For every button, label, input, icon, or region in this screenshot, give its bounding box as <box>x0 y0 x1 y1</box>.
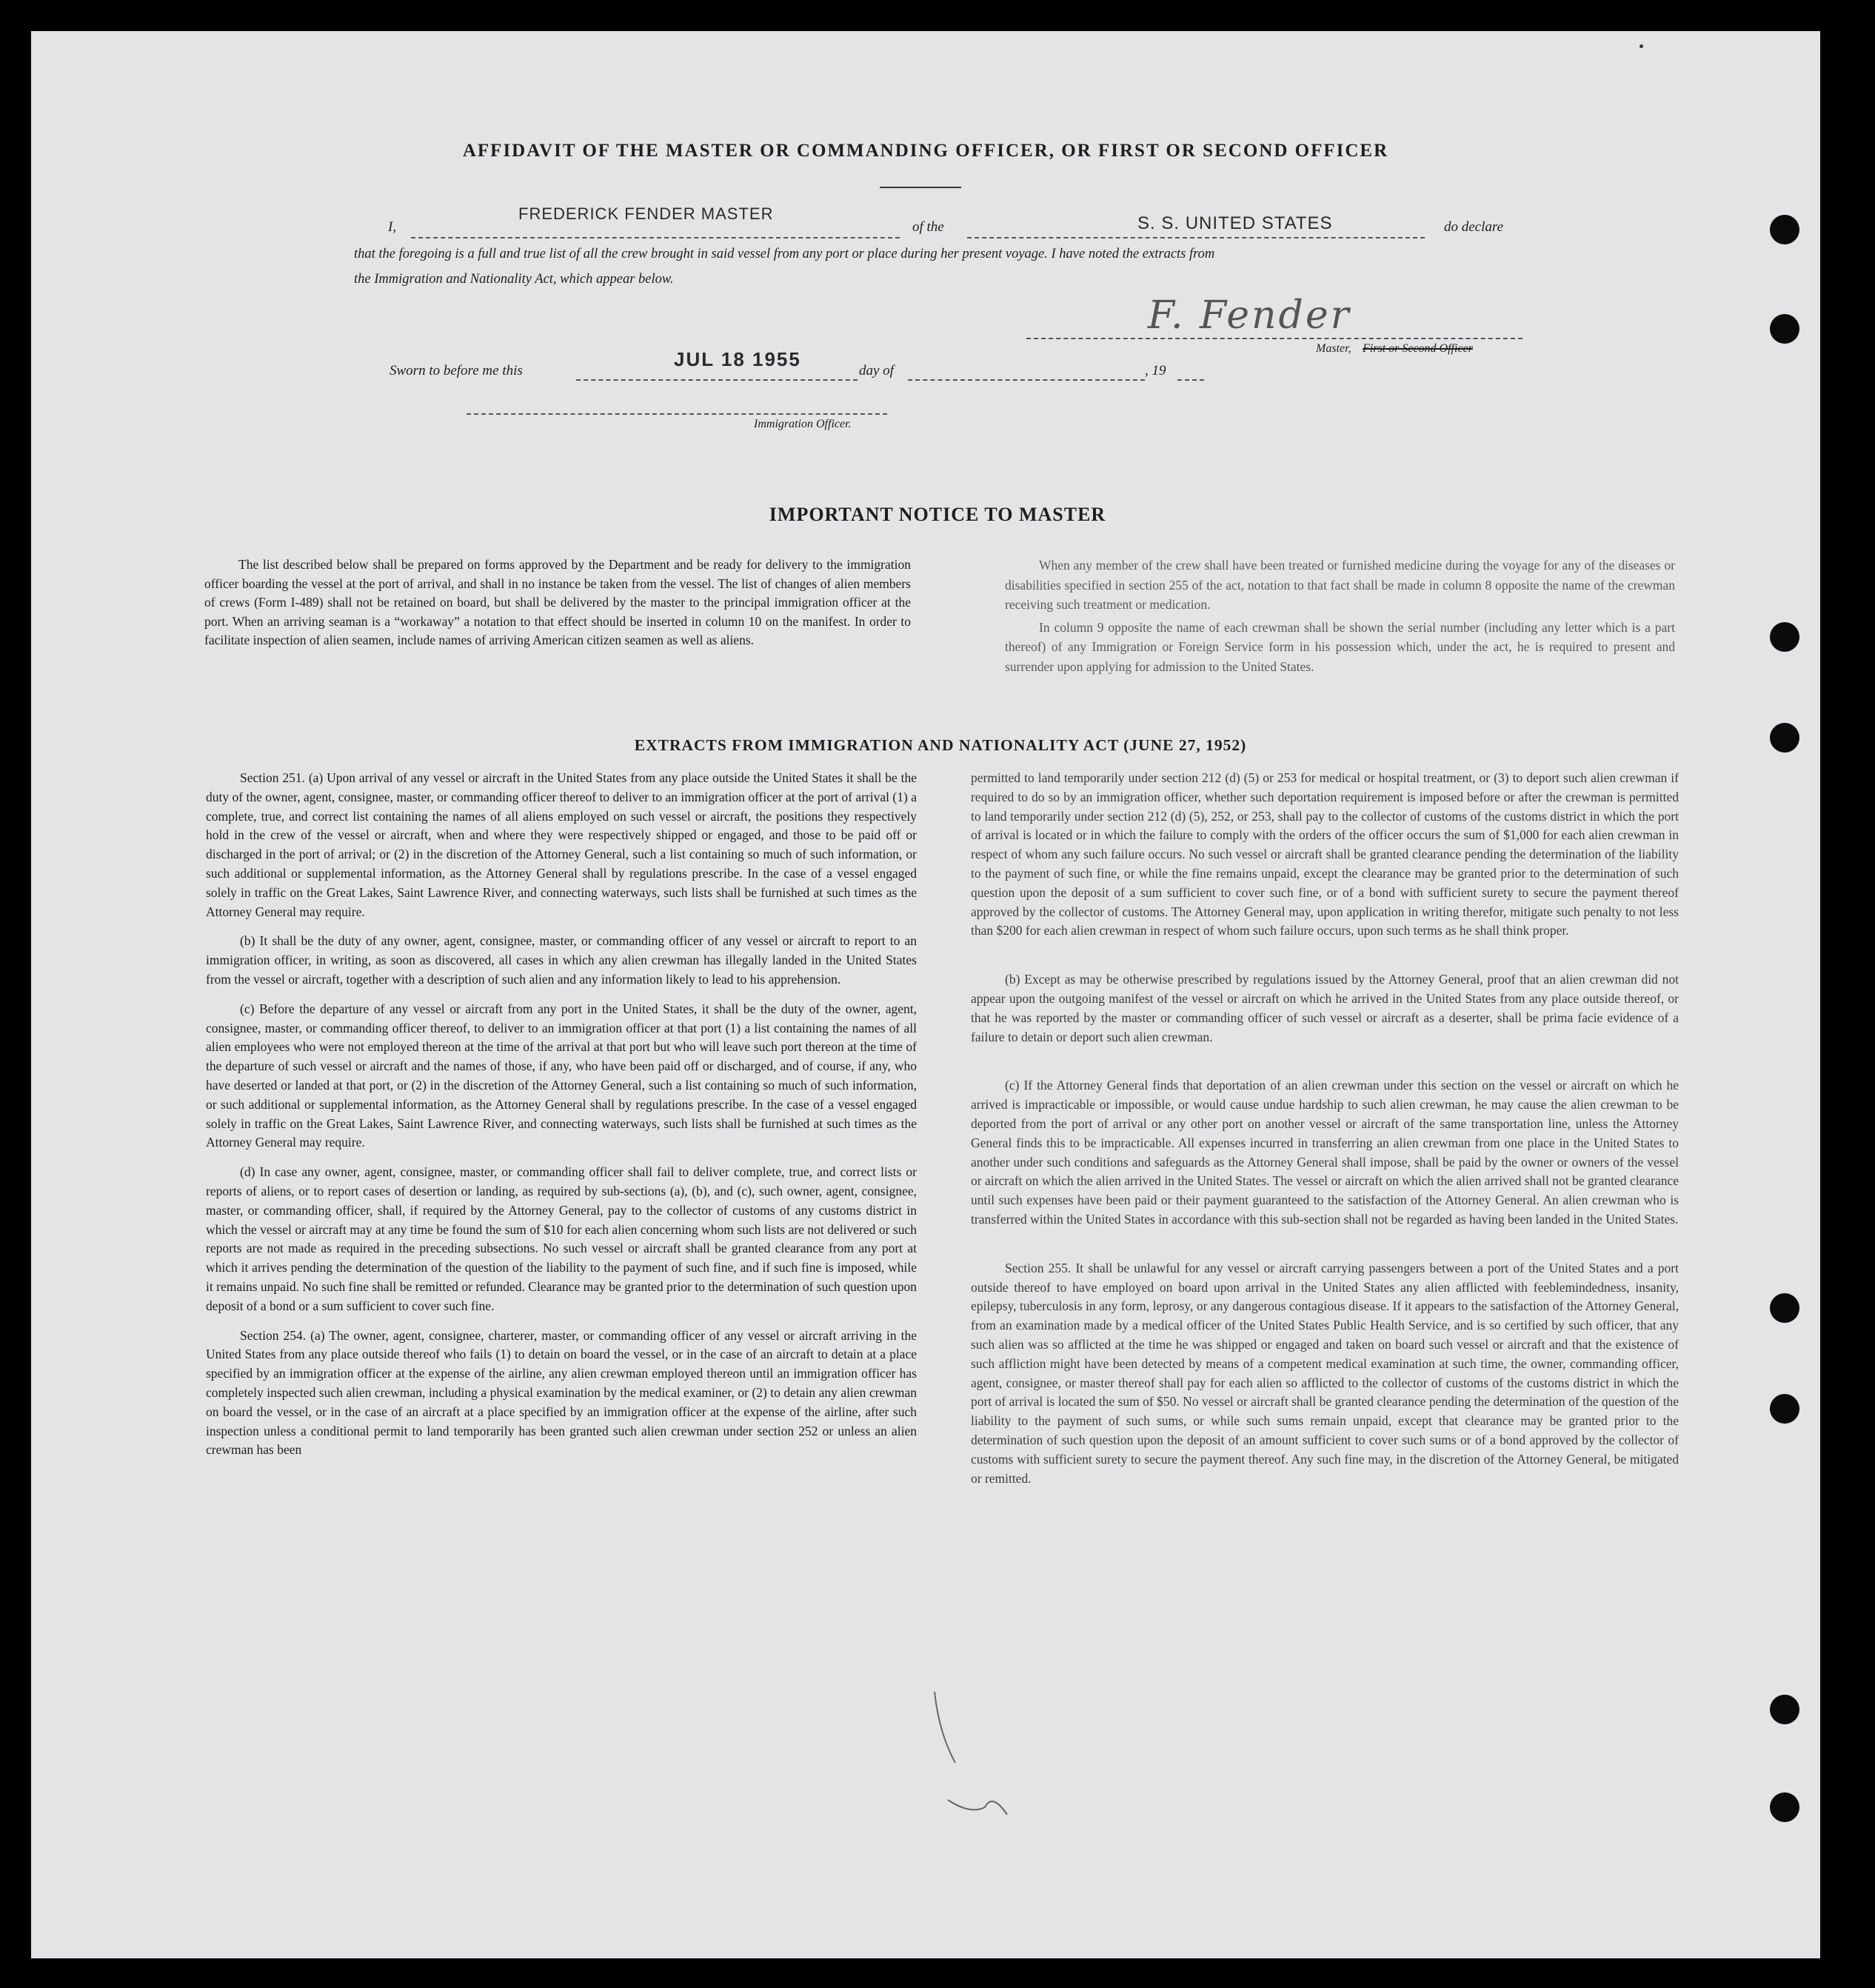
binder-hole <box>1770 723 1799 753</box>
binder-hole <box>1770 215 1799 244</box>
master-name: FREDERICK FENDER MASTER <box>518 204 774 223</box>
extracts-right-column <box>971 769 1679 1488</box>
binder-hole <box>1770 1394 1799 1424</box>
immigration-officer-label: Immigration Officer. <box>754 418 852 430</box>
notice-right-text-2: In column 9 opposite the name of each crewman shall be shown the serial number (including any letter which is a part thereof) of any Immigration or Foreign Service form in his possession which, under the act, he is required to present and surrender upon applying for admission to the United States. <box>1005 619 1675 674</box>
notice-right-text-1: When any member of the crew shall have been treated or furnished medicine during the voyage for any of the diseases or disabilities specified in section 255 of the act, notation to that fact shall be made in column 8 opposite the name of the crewman receiving such treatment or medication. <box>1005 558 1675 612</box>
month-line <box>908 379 1145 381</box>
year-line <box>1177 379 1204 381</box>
date-stamp: JUL 18 1955 <box>674 348 801 370</box>
sworn-label: Sworn to before me this <box>390 363 523 378</box>
section-255: Section 255. It shall be unlawful for any vessel or aircraft carrying passengers between a port of the United States and a port outside thereof to have employed on board upon arrival in the United States any alien afflicted with feeblemindedness, insanity, epilepsy, tuberculosis in any form, leprosy, or any dangerous contagious disease. If it appears to the satisfaction of the Attorney General, from an examination made by a medical officer of the United States Public Health Service, and is so certified by such officer, that any such alien was so afflicted at the time he was shipped or engaged and taken on board such vessel or aircraft and that the existence of such affliction might have been detected by means of a competent medical examination at such time, the owner, commanding officer, agent, consignee, or master thereof shall pay for each alien so afflicted to the collector of customs of the customs district in which the port of arrival is located the sum of $50. No vessel or aircraft shall be granted clearance pending the determination of the question of the liability to the payment of such sums, or while such sums remain unpaid, except that clearance may be granted prior to the determination of such question upon the deposit of an amount sufficient to cover such sums or of a bond approved by the collector of customs with sufficient surety to secure the payment thereof. Any such fine may, in the discretion of the Attorney General, be mitigated or remitted. <box>971 1260 1679 1486</box>
section-254-b: (b) Except as may be otherwise prescribed by regulations issued by the Attorney General, proof that an alien crewman did not appear upon the outgoing manifest of the vessel or aircraft on which he arrived in the United States from any place outside thereof, or that he was reported by the master or commanding officer of such vessel or aircraft as a deserter, shall be prima facie evidence of a failure to detain or deport such alien crewman. <box>971 972 1679 1044</box>
affidavit-title: AFFIDAVIT OF THE MASTER OR COMMANDING OFFICER, OR FIRST OR SECOND OFFICER <box>462 141 1389 161</box>
vessel-line <box>967 237 1425 239</box>
scan-speck <box>1640 44 1643 48</box>
notice-right-column <box>1005 556 1675 676</box>
notice-title: IMPORTANT NOTICE TO MASTER <box>769 504 1106 525</box>
signature-line <box>1026 338 1523 339</box>
section-254-a: Section 254. (a) The owner, agent, consignee, charterer, master, or commanding officer of any vessel or aircraft arriving in the United States from any place outside thereof who fails (1) to detain on board the vessel, or in the case of an aircraft to detain at a place specified by an immigration officer at the expense of the airline, any alien crewman employed thereon until an immigration officer has completely inspected such alien crewman, including a physical examination by the medical examiner, or (2) to detain any alien crewman on board the vessel, or in the case of an aircraft at a place specified by an immigration officer at the expense of the airline, after such inspection unless a conditional permit to land temporarily has been granted such alien crewman under section 252 or unless an alien crewman has been <box>206 1327 917 1458</box>
binder-hole <box>1770 622 1799 652</box>
binder-hole <box>1770 314 1799 344</box>
binder-hole <box>1770 1293 1799 1323</box>
declaration-line-2: the Immigration and Nationality Act, which appear below. <box>354 272 674 287</box>
do-declare-label: do declare <box>1444 219 1504 235</box>
master-label: Master, <box>1316 342 1351 355</box>
notice-left-column <box>204 556 911 650</box>
title-rule <box>880 187 961 188</box>
of-the-label: of the <box>912 219 944 235</box>
notice-left-text: The list described below shall be prepared on forms approved by the Department and be ready for delivery to the immigration officer boarding the vessel at the port of arrival, and shall in no instance be taken from the vessel. The list of changes of alien members of crews (Form I-489) shall not be retained on board, but shall be delivered by the master to the principal immigration officer at the port. When an arriving seaman is a “workaway” a notation to that effect should be inserted in column 10 on the manifest. In order to facilitate inspection of alien seamen, include names of arriving American citizen seamen as well as aliens. <box>204 557 911 647</box>
section-251-b: (b) It shall be the duty of any owner, agent, consignee, master, or commanding officer of any vessel or aircraft to report to an immigration officer, in writing, as soon as discovered, all cases in which any alien crewman has illegally landed in the United States from the vessel or aircraft, together with a description of such alien and any information likely to lead to his apprehension. <box>206 933 917 987</box>
vessel-name: S. S. UNITED STATES <box>1137 213 1333 233</box>
binder-hole <box>1770 1695 1799 1724</box>
struck-officer-label: First or Second Officer <box>1363 342 1473 355</box>
section-251-d: (d) In case any owner, agent, consignee, master, or commanding officer shall fail to deliver complete, true, and correct lists or reports of aliens, or to report cases of desertion or landing, as required by sub-sections (a), (b), and (c), such owner, agent, consignee, master, or commanding officer, shall, if required by the Attorney General, pay to the collector of customs of any customs district in which the vessel or aircraft may at any time be found the sum of $10 for each alien concerning whom such lists are not delivered or such reports are not made as required in the preceding subsections. No such vessel or aircraft shall be granted clearance from any port at which it arrives pending the determination of the question of the liability to the payment of such fine, and if such fine is imposed, while it remains unpaid. No such fine shall be remitted or refunded. Clearance may be granted prior to the determination of such question upon deposit of a bond or a sum sufficient to cover such fine. <box>206 1164 917 1313</box>
i-label: I, <box>388 219 397 235</box>
extracts-title: EXTRACTS FROM IMMIGRATION AND NATIONALITY ACT (JUNE 27, 1952) <box>634 736 1247 754</box>
name-line <box>411 237 900 239</box>
section-251-c: (c) Before the departure of any vessel or aircraft from any port in the United States, it shall be the duty of the owner, agent, consignee, master, or commanding officer thereof, to deliver to an immigration officer at that port (1) a list containing the names of all alien employees who were not employed thereon at the time of the arrival at that port but who will leave such port thereon at the time of the departure of such vessel or aircraft and the names of those, if any, who have been paid off or discharged, and of course, if any, who have deserted or landed at that port, or (2) in the discretion of the Attorney General, such a list containing so much of such information, or such additional or supplemental information, as the Attorney General shall by regulations prescribe. In the case of a vessel engaged solely in traffic on the Great Lakes, Saint Lawrence River, and connecting waterways, such lists shall be furnished at such times as the Attorney General may require. <box>206 1001 917 1150</box>
section-254-a-continued: permitted to land temporarily under section 212 (d) (5) or 253 for medical or hospital treatment, or (3) to deport such alien crewman if required to do so by an immigration officer, whether such deportation requirement is imposed before or after the crewman is permitted to land temporarily under section 212 (d) (5), 252, or 253, shall pay to the collector of customs of the customs district in which the port of arrival is located or in which the failure to comply with the orders of the officer occurs the sum of $1,000 for each alien crewman in respect of whom any such failure occurs. No such vessel or aircraft shall be granted clearance pending the determination of the liability to the payment of such fine, or while the fine remains unpaid, except the clearance may be granted prior to the determination of such question upon the deposit of a sum sufficient to cover such fine, or of a bond with sufficient surety to secure the payment thereof approved by the collector of customs. The Attorney General may, upon application in writing therefor, mitigate such penalty to not less than $200 for each alien crewman in respect of whom such failure occurs, upon such terms as he shall think proper. <box>971 770 1679 938</box>
day-of-label: day of <box>859 363 894 378</box>
section-251-a: Section 251. (a) Upon arrival of any vessel or aircraft in the United States from any place outside the United States it shall be the duty of the owner, agent, consignee, master, or commanding officer thereof to deliver to an immigration officer at the port of arrival (1) a complete, true, and correct list containing the names of all aliens employed on such vessel or aircraft, the positions they respectively hold in the crew of the vessel or aircraft, when and where they were respectively shipped or engaged, and those to be paid off or discharged in the port of arrival; or (2) in the discretion of the Attorney General, such a list containing so much of such information, or such additional or supplemental information, as the Attorney General shall by regulations prescribe. In the case of a vessel engaged solely in traffic on the Great Lakes, Saint Lawrence River, and connecting waterways, such lists shall be furnished at such times as the Attorney General may require. <box>206 770 917 919</box>
year-label: , 19 <box>1145 363 1166 378</box>
binder-hole <box>1770 1792 1799 1822</box>
sworn-day-line <box>576 379 858 381</box>
section-254-c: (c) If the Attorney General finds that deportation of an alien crewman under this section on the vessel or aircraft on which he arrived is impracticable or impossible, or would cause undue hardship to such alien crewman, he may cause the alien crewman to be deported from the port of arrival or any other port on another vessel or aircraft of the same transportation line, unless the Attorney General finds this to be impracticable. All expenses incurred in transferring an alien crewman from one place in the United States to another under such conditions and safeguards as the Attorney General shall impose, shall be paid by the owner or owners of the vessel or aircraft on which the alien arrived in the United States. The vessel or aircraft on which the alien arrived shall not be granted clearance until such expenses have been paid or their payment guaranteed to the satisfaction of the Attorney General. An alien crewman who is transferred within the United States in accordance with this sub-section shall not be regarded as having been landed in the United States. <box>971 1078 1679 1227</box>
signature: F. Fender <box>1148 293 1351 338</box>
pencil-marks <box>918 1689 1037 1837</box>
officer-signature-line <box>467 413 887 415</box>
declaration-line-1: that the foregoing is a full and true list of all the crew brought in said vessel from any port or place during her present voyage. I have noted the extracts from <box>354 247 1215 261</box>
extracts-left-column <box>206 769 917 1460</box>
